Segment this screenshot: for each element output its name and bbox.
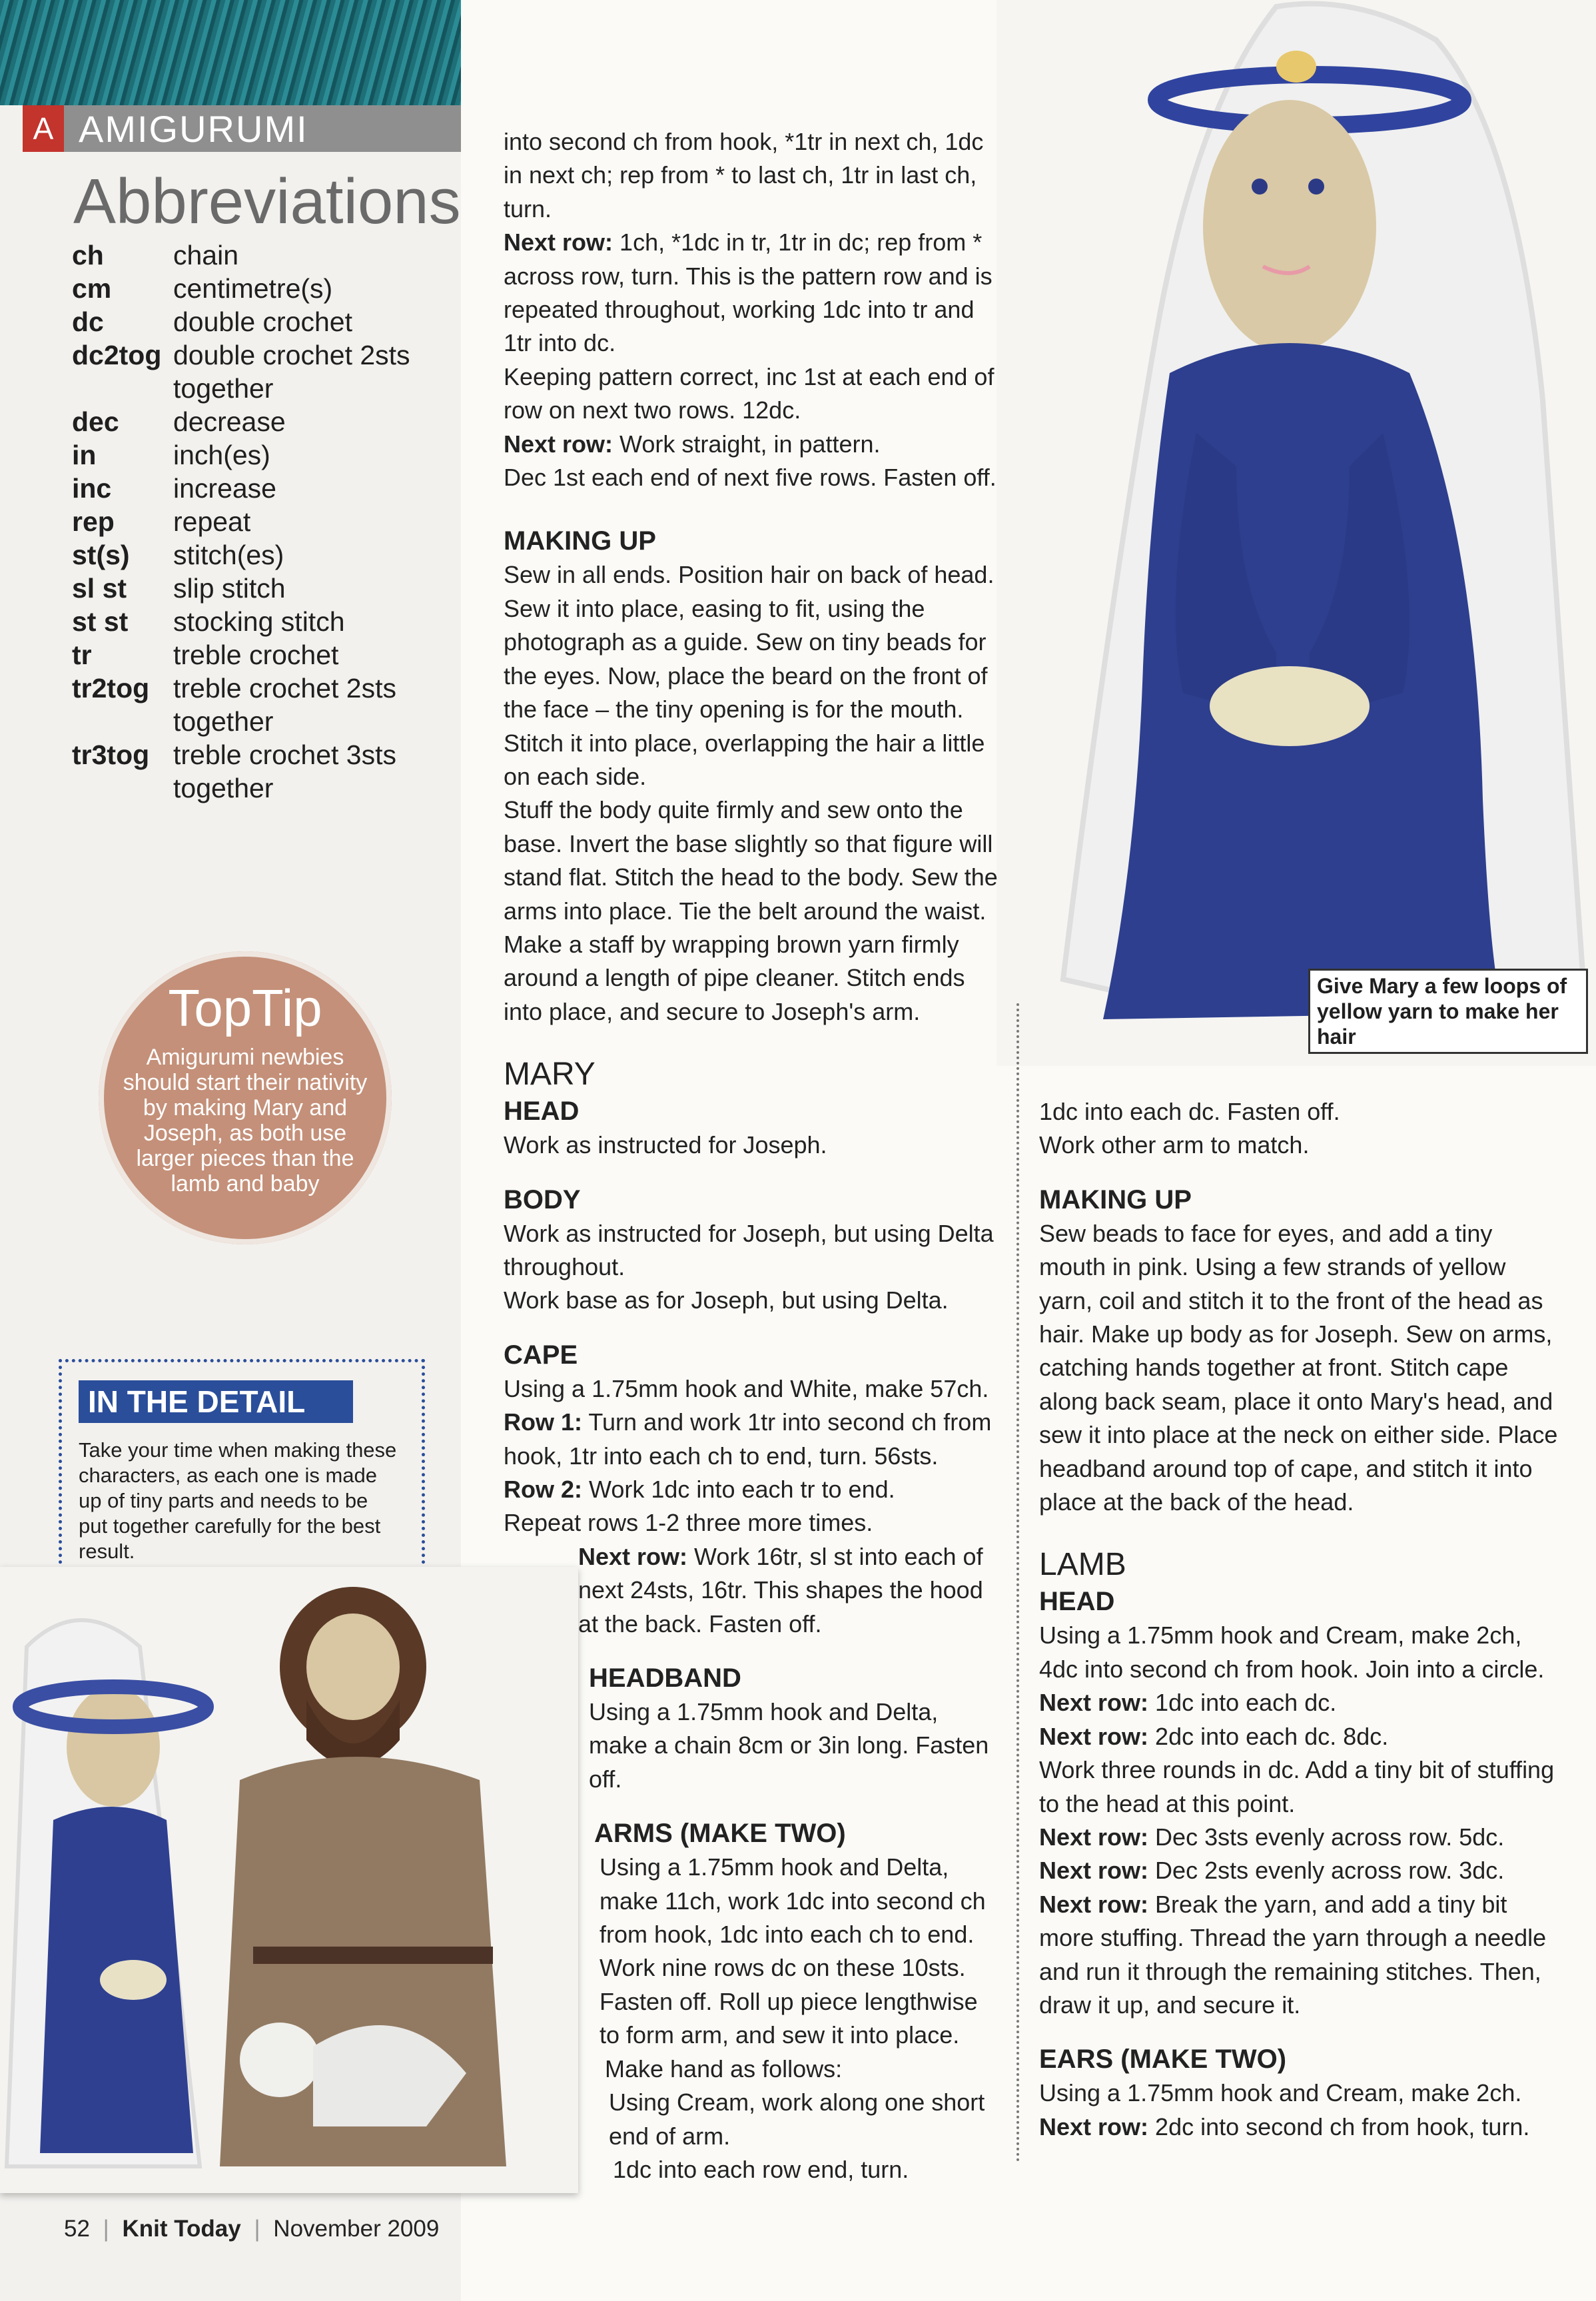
row-label: Next row:: [1039, 1689, 1149, 1717]
abbreviation-key: inc: [72, 473, 112, 504]
paragraph: [1039, 1686, 1565, 1719]
footer-separator: |: [103, 2216, 109, 2242]
abbreviation-value: inch(es): [173, 440, 270, 470]
paragraph: [504, 428, 1003, 461]
abbreviation-value: chain: [173, 240, 239, 270]
paragraph: Work three rounds in dc. Add a tiny bit of stuffing to the head at this point.: [1039, 1756, 1555, 1817]
row-text: 1dc into each dc.: [1155, 1689, 1337, 1717]
paragraph: Using Cream, work along one short end of arm.: [609, 2088, 985, 2150]
head-heading: HEAD: [1039, 1587, 1115, 1617]
paragraph: Work as instructed for Joseph.: [504, 1131, 827, 1159]
abbreviation-value: increase: [173, 473, 276, 504]
paragraph: Using a 1.75mm hook and White, make 57ch.: [504, 1374, 989, 1402]
row-text: Work 16tr, sl st into each of next 24sts, 16tr. This shapes the hood at the back. Fasten off.: [578, 1542, 983, 1637]
row-label: Next row:: [578, 1542, 688, 1570]
mary-illustration: [997, 0, 1596, 1066]
row-label: Next row:: [504, 229, 613, 256]
footer-separator: |: [254, 2216, 260, 2242]
paragraph: [1039, 1720, 1565, 1753]
paragraph: Stuff the body quite firmly and sew onto the base. Invert the base slightly so that figure will stand flat. Stitch the head to the body. Sew the arms into place. Tie the belt around the waist. Make a staff by wrapping brown yarn firmly around a length of pipe cleaner. Stitch ends into place, and secure to Joseph's arm.: [504, 796, 998, 1025]
abbreviation-value: treble crochet 2sts together: [173, 673, 396, 737]
row-text: Dec 2sts evenly across row. 3dc.: [1155, 1857, 1505, 1885]
making-up-heading: MAKING UP: [1039, 1184, 1192, 1214]
row-label: Next row:: [1039, 1823, 1149, 1851]
abbreviation-item: [72, 672, 445, 738]
abbreviation-item: [72, 438, 445, 472]
paragraph: [578, 1540, 1003, 1641]
paragraph: Work base as for Joseph, but using Delta.: [504, 1286, 949, 1314]
abbreviation-key: sl st: [72, 573, 127, 604]
yarn-photo: [0, 0, 461, 105]
abbreviation-item: [72, 605, 445, 638]
abbreviation-key: in: [72, 440, 97, 470]
abbreviation-item: [72, 405, 445, 438]
abbreviation-key: cm: [72, 273, 112, 304]
section-letter: A: [23, 105, 64, 152]
abbreviation-key: tr: [72, 640, 92, 670]
head-heading: HEAD: [504, 1097, 580, 1127]
column-divider: [1016, 1003, 1019, 2162]
abbreviation-value: decrease: [173, 406, 286, 437]
paragraph: [504, 1406, 1003, 1473]
arms-heading: ARMS (MAKE TWO): [594, 1819, 846, 1849]
abbreviation-item: [72, 238, 445, 272]
abbreviation-item: [72, 272, 445, 305]
row-text: Break the yarn, and add a tiny bit more stuffing. Thread the yarn through a needle and run it through the remaining stitches. Then, draw it up, and secure it.: [1039, 1890, 1547, 2019]
top-tip-title: TopTip: [168, 979, 322, 1037]
column-1: [504, 125, 1003, 2186]
paragraph: [1039, 1821, 1565, 1854]
row-label: Next row:: [504, 430, 613, 458]
paragraph: Keeping pattern correct, inc 1st at each end of row on next two rows. 12dc.: [504, 362, 995, 424]
detail-text: Take your time when making these characters, as each one is made up of tiny parts and needs to be put together carefully for the best result.: [79, 1438, 397, 1563]
paragraph: into second ch from hook, *1tr in next ch, 1dc in next ch; rep from * to last ch, 1tr in last ch, turn.: [504, 128, 984, 223]
mary-heading: MARY: [504, 1057, 596, 1093]
abbreviation-item: [72, 472, 445, 505]
abbreviation-key: dc2tog: [72, 340, 162, 370]
paragraph: Using a 1.75mm hook and Cream, make 2ch.: [1039, 2079, 1522, 2107]
abbreviation-item: [72, 538, 445, 572]
abbreviation-value: double crochet: [173, 306, 352, 337]
abbreviation-key: st st: [72, 606, 129, 637]
paragraph: Using a 1.75mm hook and Delta, make 11ch, work 1dc into second ch from hook, 1dc into each ch to end. Work nine rows dc on these 10sts. Fasten off. Roll up piece lengthwise to form arm, and sew it into place.: [599, 1853, 986, 2049]
cape-heading: CAPE: [504, 1340, 578, 1370]
paragraph: 1dc into each dc. Fasten off.: [1039, 1098, 1340, 1125]
row-text: Turn and work 1tr into second ch from hook, 1tr into each ch to end, turn. 56sts.: [504, 1408, 992, 1470]
abbreviation-key: tr3tog: [72, 739, 150, 770]
detail-heading: IN THE DETAIL: [79, 1380, 353, 1423]
mary-photo: [997, 0, 1596, 1066]
lamb-heading: LAMB: [1039, 1547, 1126, 1583]
paragraph: Dec 1st each end of next five rows. Fasten off.: [504, 464, 997, 492]
abbreviation-item: [72, 305, 445, 338]
abbreviation-item: [72, 338, 445, 405]
page-number: 52: [64, 2216, 90, 2242]
row-text: 2dc into second ch from hook, turn.: [1155, 2112, 1530, 2140]
row-label: Next row:: [1039, 2112, 1149, 2140]
abbreviations-list: [72, 238, 445, 805]
headband-heading: HEADBAND: [589, 1663, 741, 1693]
abbreviation-value: treble crochet: [173, 640, 339, 670]
top-tip-text: Amigurumi newbies should start their nativity by making Mary and Joseph, as both use larger pieces than the lamb and baby: [123, 1045, 368, 1196]
abbreviation-key: dc: [72, 306, 104, 337]
abbreviation-key: ch: [72, 240, 104, 270]
body-heading: BODY: [504, 1184, 581, 1214]
abbreviation-value: slip stitch: [173, 573, 286, 604]
paragraph: Sew in all ends. Position hair on back of head. Sew it into place, easing to fit, using the photograph as a guide. Sew on tiny beads for the eyes. Now, place the beard on the front of the face – the tiny opening is for the mouth. Stitch it into place, overlapping the hair a little on each side.: [504, 561, 995, 790]
photo-caption: Give Mary a few loops of yellow yarn to make her hair: [1308, 969, 1588, 1054]
section-name: AMIGURUMI: [79, 108, 308, 150]
abbreviation-value: double crochet 2sts together: [173, 340, 410, 404]
abbreviation-value: stitch(es): [173, 540, 284, 570]
row-text: Dec 3sts evenly across row. 5dc.: [1155, 1823, 1505, 1851]
nativity-photo: [0, 1567, 578, 2193]
paragraph: 1dc into each row end, turn.: [613, 2155, 909, 2183]
abbreviation-item: [72, 738, 445, 805]
paragraph: Work other arm to match.: [1039, 1131, 1310, 1159]
row-label: Row 1:: [504, 1408, 583, 1436]
magazine-name: Knit Today: [122, 2216, 241, 2242]
ears-heading: EARS (MAKE TWO): [1039, 2045, 1287, 2074]
row-text: 2dc into each dc. 8dc.: [1155, 1722, 1389, 1750]
row-label: Next row:: [1039, 1722, 1149, 1750]
paragraph: Make hand as follows:: [605, 2055, 843, 2082]
column-2: [1039, 1095, 1565, 2144]
paragraph: [1039, 1854, 1565, 1887]
abbreviation-key: tr2tog: [72, 673, 150, 703]
row-text: 1ch, *1dc in tr, 1tr in dc; rep from * across row, turn. This is the pattern row and is repeated throughout, working 1dc into tr and 1tr into dc.: [504, 229, 993, 357]
row-text: Work 1dc into each tr to end.: [589, 1476, 895, 1503]
issue-date: November 2009: [273, 2216, 440, 2242]
top-tip-badge: [99, 951, 392, 1244]
abbreviation-item: [72, 572, 445, 605]
abbreviations-title: Abbreviations: [73, 166, 461, 237]
row-label: Next row:: [1039, 1857, 1149, 1885]
making-up-heading: MAKING UP: [504, 526, 656, 556]
abbreviation-value: repeat: [173, 506, 251, 537]
abbreviation-item: [72, 505, 445, 538]
abbreviation-value: centimetre(s): [173, 273, 333, 304]
abbreviation-value: treble crochet 3sts together: [173, 739, 396, 803]
paragraph: [1039, 1888, 1565, 2023]
row-text: Work straight, in pattern.: [619, 430, 881, 458]
paragraph: [504, 226, 1003, 360]
abbreviation-value: stocking stitch: [173, 606, 345, 637]
paragraph: Work as instructed for Joseph, but using Delta throughout.: [504, 1219, 994, 1280]
abbreviation-key: rep: [72, 506, 115, 537]
paragraph: Repeat rows 1-2 three more times.: [504, 1509, 873, 1537]
nativity-illustration: [0, 1567, 578, 2193]
abbreviation-key: dec: [72, 406, 119, 437]
paragraph: [1039, 2110, 1565, 2144]
abbreviation-key: st(s): [72, 540, 130, 570]
abbreviation-item: [72, 638, 445, 672]
paragraph: Using a 1.75mm hook and Cream, make 2ch, 4dc into second ch from hook. Join into a circle.: [1039, 1621, 1545, 1683]
page-footer: [64, 2216, 439, 2242]
paragraph: Sew beads to face for eyes, and add a tiny mouth in pink. Using a few strands of yellow yarn, coil and stitch it to the front of the head as hair. Make up body as for Joseph. Sew on arms, catching hands together at front. Stitch cape along back seam, place it onto Mary's head, and sew it into place at the neck on either side. Place headband around top of cape, and stitch it into place at the back of the head.: [1039, 1219, 1558, 1516]
row-label: Next row:: [1039, 1890, 1149, 1918]
paragraph: Using a 1.75mm hook and Delta, make a chain 8cm or 3in long. Fasten off.: [589, 1698, 989, 1793]
paragraph: [504, 1473, 1003, 1506]
row-label: Row 2:: [504, 1476, 583, 1503]
